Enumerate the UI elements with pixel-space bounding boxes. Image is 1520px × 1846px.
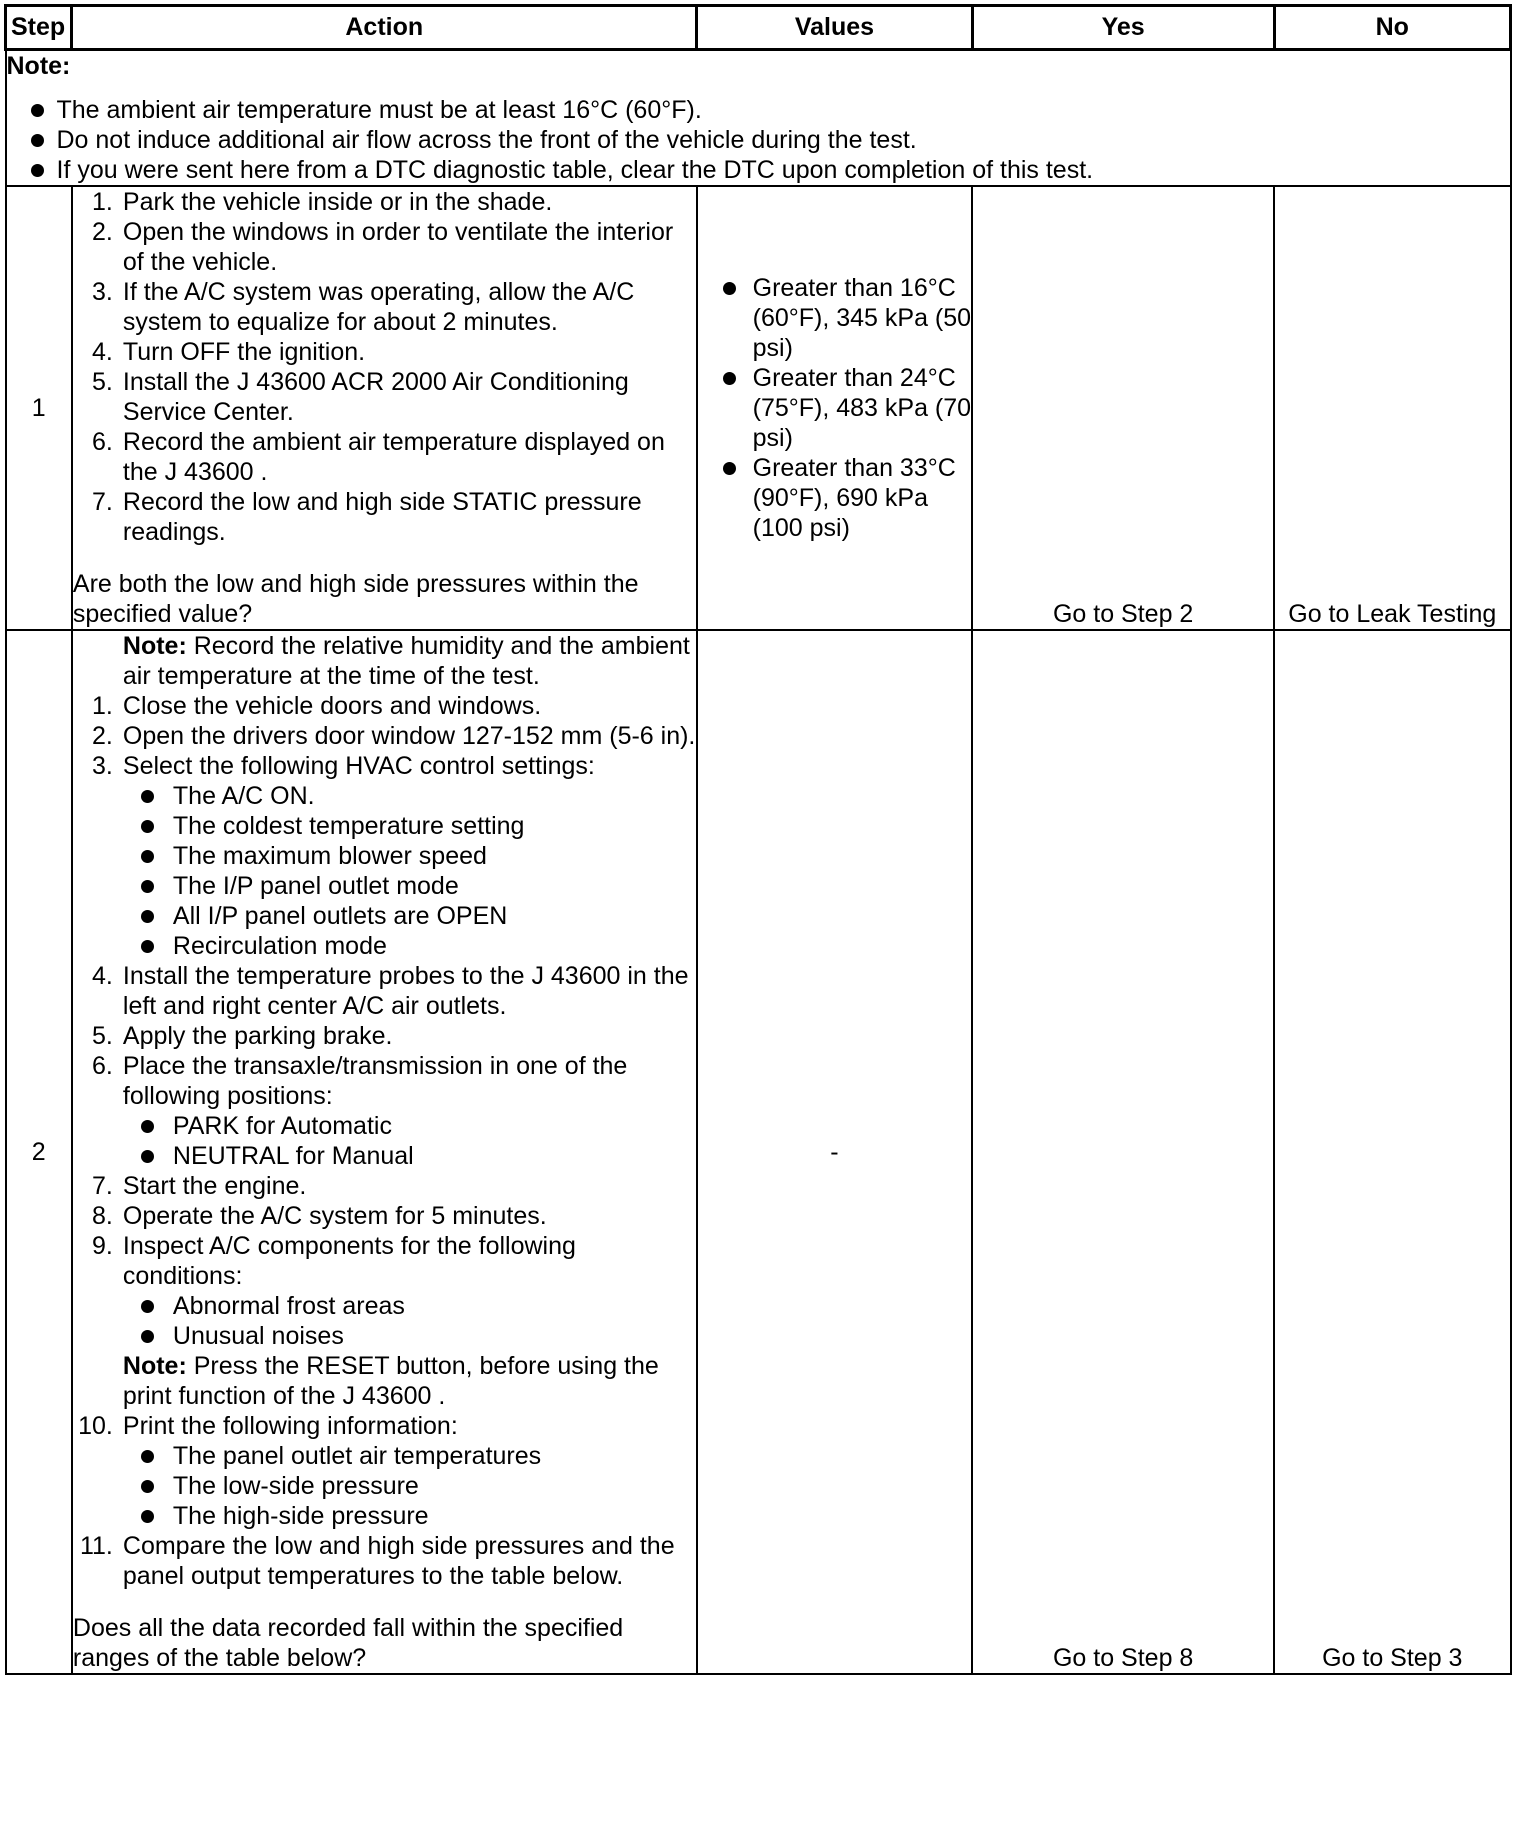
action-item: 9. Inspect A/C components for the following conditions: Abnormal frost areas Unusual noises [73, 1231, 696, 1351]
sub-list [123, 781, 696, 961]
action-item: 5. Install the J 43600 ACR 2000 Air Conditioning Service Center. [92, 368, 629, 426]
step-2-question: Does all the data recorded fall within the specified ranges of the table below? [72, 1614, 624, 1672]
header-step: Step [6, 6, 72, 50]
step-2-action-list [73, 691, 696, 1351]
step-2-row [6, 630, 1511, 1674]
sub-item: The coldest temperature setting [123, 811, 696, 841]
sub-item: All I/P panel outlets are OPEN [123, 901, 696, 931]
diagnostic-table-container [4, 4, 1512, 1675]
action-item: 2. Open the drivers door window 127-152 mm (5-6 in). [92, 722, 696, 750]
diagnostic-table [4, 4, 1512, 1675]
sub-item: The panel outlet air temperatures [123, 1441, 696, 1471]
sub-item: Recirculation mode [123, 931, 696, 961]
action-item: 1. Park the vehicle inside or in the shade. [92, 188, 553, 216]
value-item: Greater than 24°C (75°F), 483 kPa (70 psi) [698, 363, 972, 453]
action-item: 5. Apply the parking brake. [92, 1022, 393, 1050]
value-item: Greater than 33°C (90°F), 690 kPa (100 psi) [698, 453, 972, 543]
note-list [7, 95, 1510, 185]
sub-item: The maximum blower speed [123, 841, 696, 871]
sub-item: The high-side pressure [123, 1501, 696, 1531]
sub-list [123, 1291, 696, 1351]
action-item: 6. Record the ambient air temperature displayed on the J 43600 . [92, 428, 665, 486]
note-row [6, 50, 1511, 187]
step-2-values: - [697, 630, 973, 1674]
sub-item: The A/C ON. [123, 781, 696, 811]
header-action: Action [72, 6, 697, 50]
sub-item: The I/P panel outlet mode [123, 871, 696, 901]
sub-item: Unusual noises [123, 1321, 696, 1351]
action-item: 4. Turn OFF the ignition. [92, 338, 366, 366]
step-2-note-1: Note: Record the relative humidity and the ambient air temperature at the time of the test. [122, 632, 690, 690]
step-2-no-link[interactable]: Go to Step 3 [1274, 630, 1510, 1674]
action-item: 3. Select the following HVAC control settings: The A/C ON. The coldest temperature setting The maximum blower speed The I/P panel outlet mode All I/P panel outlets are OPEN Recirculation mode [73, 751, 696, 961]
values-list [698, 273, 972, 543]
action-item: 11. Compare the low and high side pressures and the panel output temperatures to the table below. [79, 1532, 675, 1590]
note-title: Note: [6, 52, 71, 80]
step-2-note-2: Note: Press the RESET button, before using the print function of the J 43600 . [122, 1352, 659, 1410]
header-values: Values [697, 6, 973, 50]
value-item: Greater than 16°C (60°F), 345 kPa (50 psi) [698, 273, 972, 363]
action-item: 3. If the A/C system was operating, allow the A/C system to equalize for about 2 minutes. [92, 278, 635, 336]
step-2-action-list-cont [73, 1411, 696, 1591]
step-1-action [72, 186, 697, 630]
step-1-action-list [73, 187, 696, 547]
action-item: 8. Operate the A/C system for 5 minutes. [92, 1202, 547, 1230]
step-1-row [6, 186, 1511, 630]
header-yes: Yes [972, 6, 1274, 50]
action-item: 1. Close the vehicle doors and windows. [92, 692, 542, 720]
step-1-values [697, 186, 973, 630]
note-item: Do not induce additional air flow across the front of the vehicle during the test. [7, 125, 1510, 155]
step-2-yes-link[interactable]: Go to Step 8 [972, 630, 1274, 1674]
sub-list [123, 1441, 696, 1531]
action-item: 10. Print the following information: The panel outlet air temperatures The low-side pressure The high-side pressure [73, 1411, 696, 1531]
header-no: No [1274, 6, 1510, 50]
action-item: 4. Install the temperature probes to the J 43600 in the left and right center A/C air outlets. [92, 962, 689, 1020]
sub-item: The low-side pressure [123, 1471, 696, 1501]
action-item: 7. Record the low and high side STATIC pressure readings. [92, 488, 642, 546]
note-cell [6, 50, 1511, 187]
action-item: 2. Open the windows in order to ventilate the interior of the vehicle. [92, 218, 674, 276]
sub-list [123, 1111, 696, 1171]
action-item: 6. Place the transaxle/transmission in one of the following positions: PARK for Automatic NEUTRAL for Manual [73, 1051, 696, 1171]
sub-item: NEUTRAL for Manual [123, 1141, 696, 1171]
step-number: 1 [6, 186, 72, 630]
sub-item: Abnormal frost areas [123, 1291, 696, 1321]
step-1-yes-link[interactable]: Go to Step 2 [972, 186, 1274, 630]
note-item: If you were sent here from a DTC diagnostic table, clear the DTC upon completion of this test. [7, 155, 1510, 185]
note-item: The ambient air temperature must be at least 16°C (60°F). [7, 95, 1510, 125]
header-row [6, 6, 1511, 50]
step-2-action [72, 630, 697, 1674]
step-1-no-link[interactable]: Go to Leak Testing [1274, 186, 1510, 630]
step-1-question: Are both the low and high side pressures within the specified value? [72, 570, 639, 628]
sub-item: PARK for Automatic [123, 1111, 696, 1141]
step-number: 2 [6, 630, 72, 1674]
action-item: 7. Start the engine. [92, 1172, 307, 1200]
